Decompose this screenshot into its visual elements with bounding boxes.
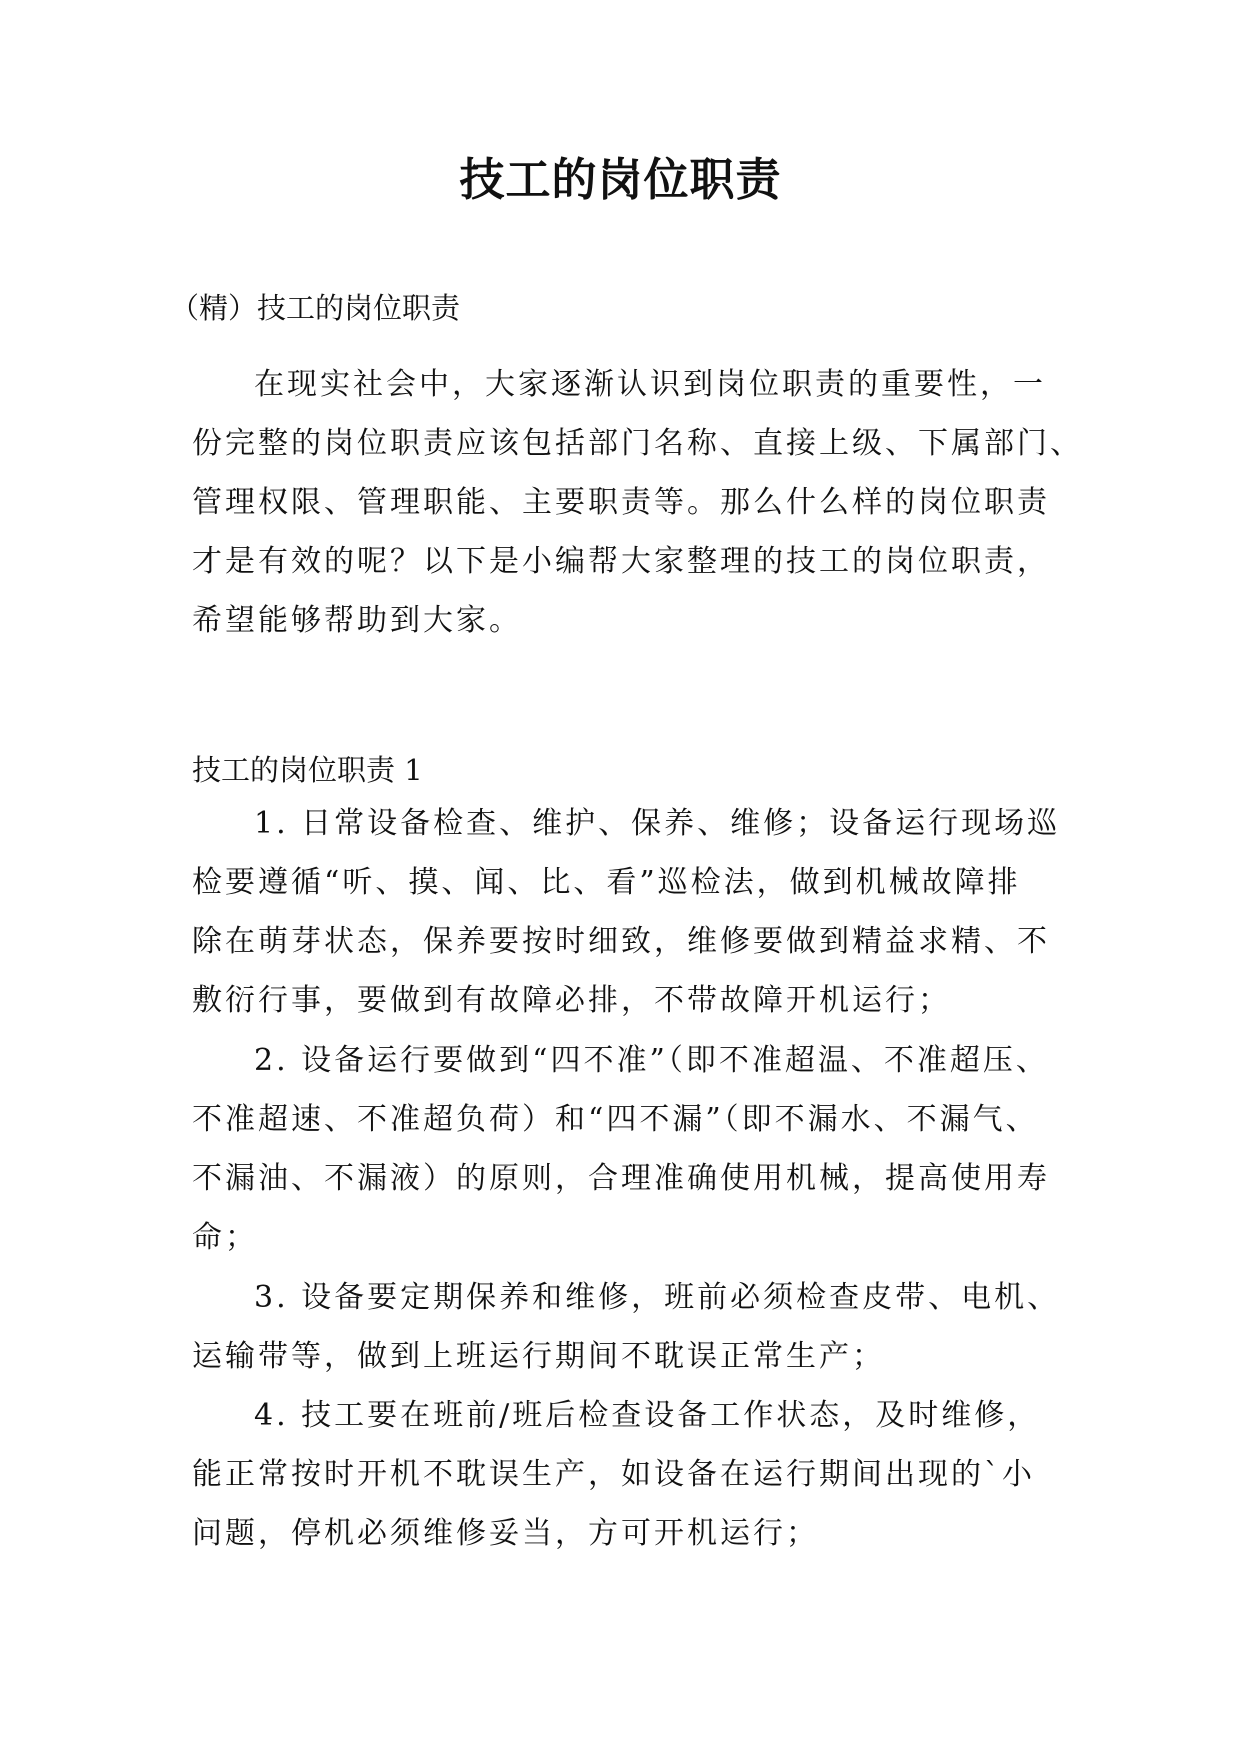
page-title: 技工的岗位职责: [459, 153, 782, 206]
paragraph-line: 3. 设备要定期保养和维修，班前必须检查皮带、电机、: [254, 1280, 1061, 1315]
paragraph-line: 不漏油、不漏液）的原则，合理准确使用机械，提高使用寿: [192, 1161, 1050, 1196]
duty-item-2: [192, 1031, 1072, 1267]
paragraph-line: 检要遵循“听、摸、闻、比、看”巡检法，做到机械故障排: [192, 865, 1021, 900]
paragraph-line: 希望能够帮助到大家。: [192, 603, 522, 638]
paragraph-line: 命；: [192, 1220, 258, 1255]
paragraph-line: 4. 技工要在班前/班后检查设备工作状态，及时维修，: [254, 1398, 1041, 1433]
paragraph-line: 运输带等，做到上班运行期间不耽误正常生产；: [192, 1339, 885, 1374]
paragraph-line: 2. 设备运行要做到“四不准”（即不准超温、不准超压、: [254, 1043, 1049, 1078]
duty-item-1: [192, 794, 1072, 1030]
document-subtitle: （精）技工的岗位职责: [170, 291, 461, 325]
paragraph-line: 问题，停机必须维修妥当，方可开机运行；: [192, 1516, 819, 1551]
paragraph-line: 敷衍行事，要做到有故障必排，不带故障开机运行；: [192, 983, 951, 1018]
paragraph-line: 1. 日常设备检查、维护、保养、维修；设备运行现场巡: [254, 806, 1061, 841]
paragraph-line: 份完整的岗位职责应该包括部门名称、直接上级、下属部门、: [192, 426, 1083, 461]
paragraph-line: 除在萌芽状态，保养要按时细致，维修要做到精益求精、不: [192, 924, 1050, 959]
paragraph-line: 在现实社会中，大家逐渐认识到岗位职责的重要性，一: [254, 367, 1046, 402]
duty-item-3: [192, 1268, 1072, 1386]
paragraph-line: 管理权限、管理职能、主要职责等。那么什么样的岗位职责: [192, 485, 1050, 520]
intro-paragraph: [192, 355, 1083, 650]
paragraph-line: 不准超速、不准超负荷）和“四不漏”（即不漏水、不漏气、: [192, 1102, 1039, 1137]
section-heading: 技工的岗位职责 1: [192, 753, 423, 787]
duty-item-4: [192, 1386, 1072, 1563]
paragraph-line: 才是有效的呢？以下是小编帮大家整理的技工的岗位职责，: [192, 544, 1050, 579]
paragraph-line: 能正常按时开机不耽误生产，如设备在运行期间出现的`小: [192, 1457, 1035, 1492]
